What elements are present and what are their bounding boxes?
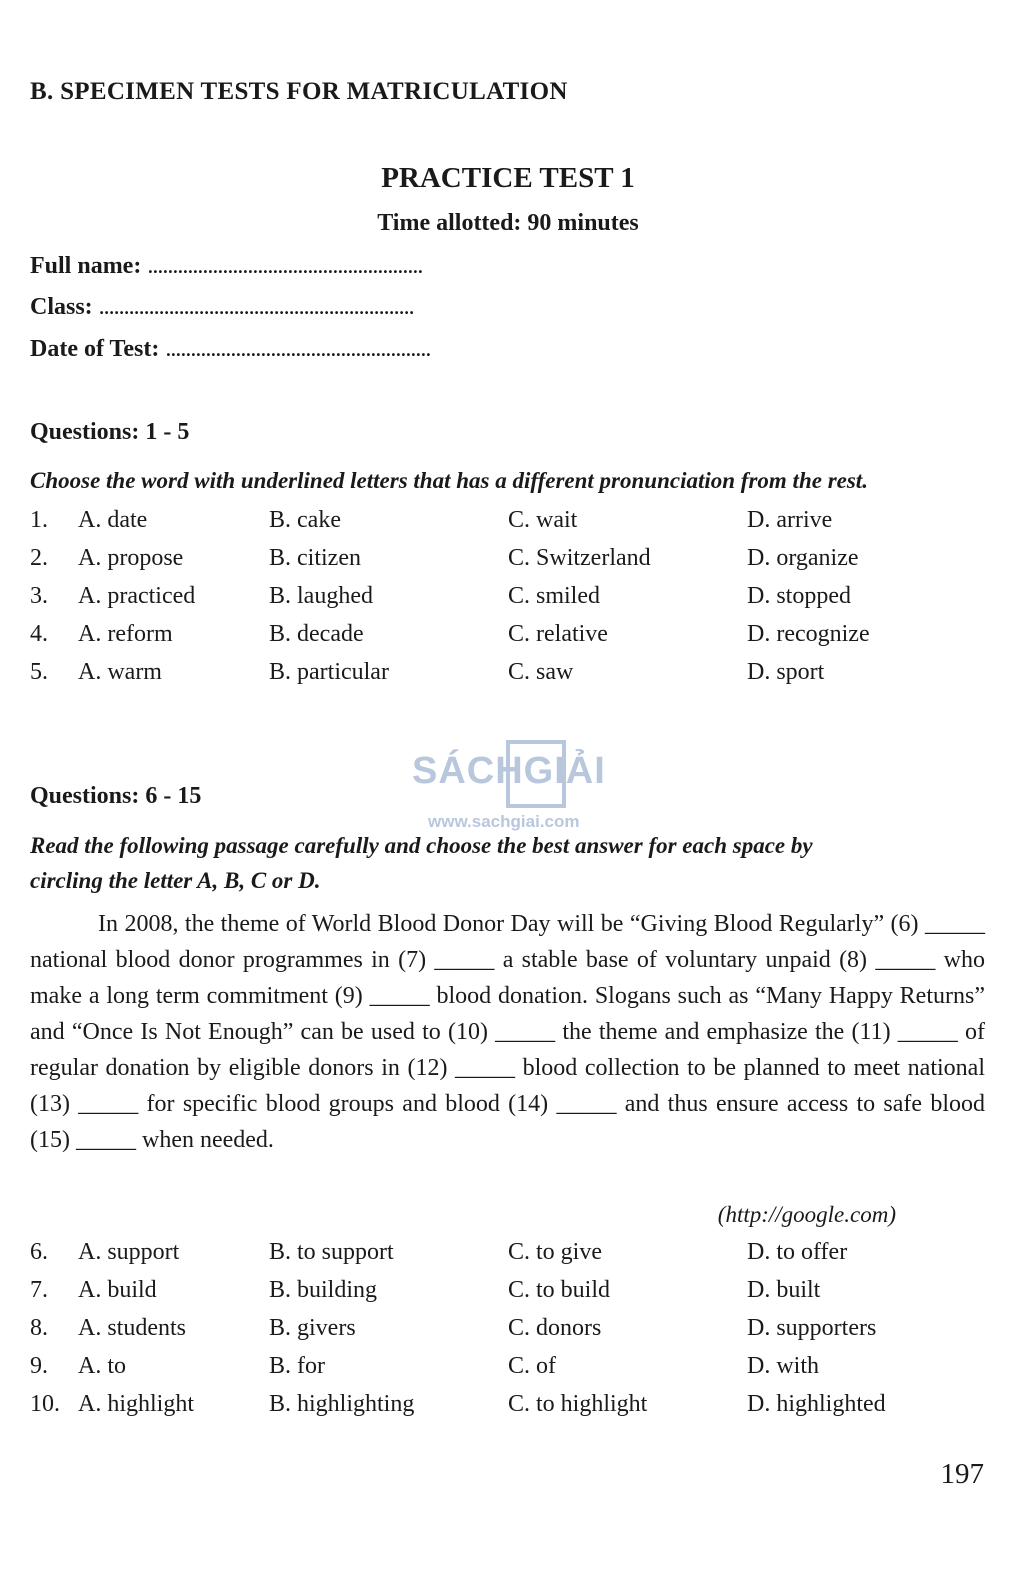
option-b: B. highlighting — [269, 1391, 415, 1417]
option-d: D. highlighted — [747, 1391, 886, 1417]
question-row — [30, 507, 990, 545]
section-heading: B. SPECIMEN TESTS FOR MATRICULATION — [30, 78, 568, 105]
option-a: A. highlight — [78, 1391, 195, 1417]
section1-instruction: Choose the word with underlined letters that has a different pronunciation from the rest. — [30, 468, 868, 493]
option-b: B. citizen — [269, 545, 361, 571]
option-a: A. reform — [78, 621, 173, 647]
option-c: C. to give — [508, 1239, 602, 1265]
question-row — [30, 1391, 990, 1429]
question-number: 8. — [30, 1315, 48, 1341]
question-row — [30, 545, 990, 583]
option-c: C. of — [508, 1353, 556, 1379]
option-c: C. smiled — [508, 583, 601, 609]
option-b: B. for — [269, 1353, 325, 1379]
option-d: D. with — [747, 1353, 819, 1379]
option-d: D. recognize — [747, 621, 870, 647]
option-c: C. donors — [508, 1315, 602, 1341]
full-name-field — [30, 253, 422, 280]
passage-source: (http://google.com) — [717, 1202, 896, 1227]
option-b: B. laughed — [269, 583, 373, 609]
class-field — [30, 294, 414, 321]
watermark-brand: SÁCHGIẢI — [412, 750, 606, 792]
option-d: D. arrive — [747, 507, 833, 533]
question-row — [30, 621, 990, 659]
option-d: D. supporters — [747, 1315, 877, 1341]
option-b: B. to support — [269, 1239, 394, 1265]
field-label: Full name: — [30, 253, 142, 279]
question-number: 3. — [30, 583, 48, 609]
page-number: 197 — [940, 1458, 984, 1490]
time-allotted: Time allotted: 90 minutes — [377, 210, 639, 236]
question-row — [30, 1277, 990, 1315]
fill-in-dots: ....................................................... — [147, 253, 423, 279]
section2-heading: Questions: 6 - 15 — [30, 783, 202, 809]
option-c: C. wait — [508, 507, 578, 533]
question-row — [30, 659, 990, 697]
option-d: D. sport — [747, 659, 825, 685]
question-number: 5. — [30, 659, 48, 685]
question-number: 4. — [30, 621, 48, 647]
option-a: A. support — [78, 1239, 180, 1265]
option-d: D. organize — [747, 545, 859, 571]
date-of-test-field — [30, 336, 430, 363]
option-a: A. to — [78, 1353, 126, 1379]
section1-heading: Questions: 1 - 5 — [30, 419, 190, 445]
option-b: B. particular — [269, 659, 389, 685]
option-c: C. relative — [508, 621, 608, 647]
option-b: B. cake — [269, 507, 341, 533]
fill-in-dots: ..................................................... — [165, 336, 431, 362]
section2-instruction: Read the following passage carefully and choose the best answer for each space by — [30, 833, 813, 858]
question-row — [30, 583, 990, 621]
test-title: PRACTICE TEST 1 — [381, 162, 635, 194]
fill-in-dots: ............................................................... — [98, 294, 414, 320]
reading-passage: In 2008, the theme of World Blood Donor Day will be “Giving Blood Regularly” (6) _____ national blood donor programmes in (7) _____ a stable base of voluntary unpaid (8) _____ who make a long term commitment (9) _____ blood donation. Slogans such as “Many Happy Returns” and “Once Is Not Enough” can be used to (10) _____ the theme and emphasize the (11) _____ of regular donation by eligible donors in (12) _____ blood collection to be planned to meet national (13) _____ for specific blood groups and blood (14) _____ and thus ensure access to safe blood (15) _____ when needed. — [30, 911, 985, 1153]
option-a: A. warm — [78, 659, 162, 685]
question-number: 1. — [30, 507, 48, 533]
option-c: C. Switzerland — [508, 545, 651, 571]
option-d: D. built — [747, 1277, 821, 1303]
question-number: 9. — [30, 1353, 48, 1379]
question-number: 6. — [30, 1239, 48, 1265]
question-number: 7. — [30, 1277, 48, 1303]
question-number: 2. — [30, 545, 48, 571]
option-c: C. saw — [508, 659, 574, 685]
question-row — [30, 1239, 990, 1277]
question-row — [30, 1353, 990, 1391]
option-a: A. build — [78, 1277, 157, 1303]
section2-instruction-cont: circling the letter A, B, C or D. — [30, 868, 321, 893]
question-number: 10. — [30, 1391, 60, 1417]
option-d: D. to offer — [747, 1239, 848, 1265]
option-b: B. decade — [269, 621, 364, 647]
option-a: A. date — [78, 507, 148, 533]
field-label: Class: — [30, 294, 93, 320]
option-c: C. to build — [508, 1277, 611, 1303]
question-row — [30, 1315, 990, 1353]
field-label: Date of Test: — [30, 336, 160, 362]
option-c: C. to highlight — [508, 1391, 648, 1417]
watermark-url: www.sachgiai.com — [428, 812, 580, 831]
option-b: B. building — [269, 1277, 378, 1303]
option-a: A. students — [78, 1315, 186, 1341]
option-d: D. stopped — [747, 583, 851, 609]
option-a: A. propose — [78, 545, 184, 571]
option-a: A. practiced — [78, 583, 196, 609]
option-b: B. givers — [269, 1315, 356, 1341]
